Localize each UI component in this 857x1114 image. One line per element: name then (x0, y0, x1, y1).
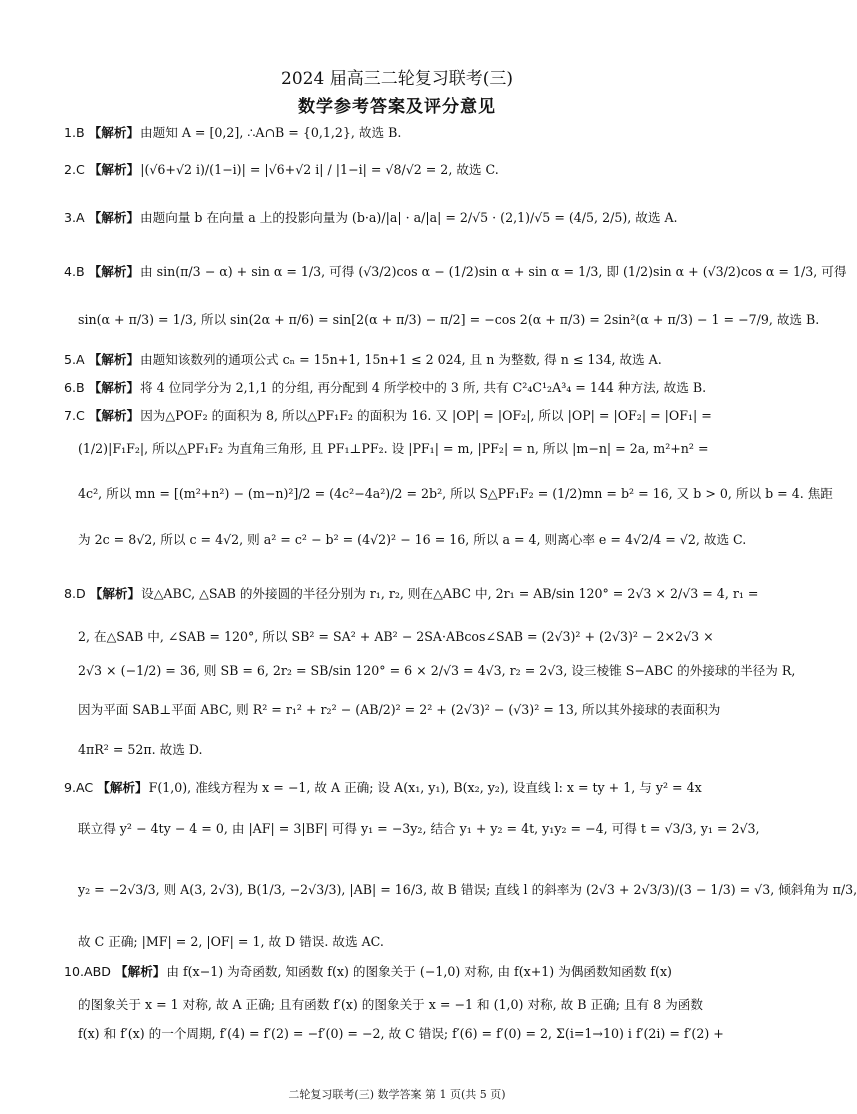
answer-text: 联立得 y² − 4ty − 4 = 0, 由 |AF| = 3|BF| 可得 y₁ = −3y₂, 结合 y₁ + y₂ = 4t, y₁y₂ = −4, 可得 t = √3/3, y₁ = 2√3, (78, 821, 760, 836)
page-title: 2024 届高三二轮复习联考(三) (281, 69, 513, 89)
answer-number: 3.A (64, 210, 85, 225)
answer-text: 设△ABC, △SAB 的外接圆的半径分别为 r₁, r₂, 则在△ABC 中, 2r₁ = AB/sin 120° = 2√3 × 2/√3 = 4, r₁ = (141, 586, 759, 601)
analysis-tag: 【解析】 (88, 125, 140, 140)
analysis-tag: 【解析】 (89, 586, 141, 601)
answer-number: 8.D (64, 586, 86, 601)
answer-text: (1/2)|F₁F₂|, 所以△PF₁F₂ 为直角三角形, 且 PF₁⊥PF₂. 设 |PF₁| = m, |PF₂| = n, 所以 |m−n| = 2a, m²+n² = (78, 441, 709, 456)
answer-continuation (78, 819, 760, 839)
answer-text: 由题知该数列的通项公式 cₙ = 15n+1, 15n+1 ≤ 2 024, 且 n 为整数, 得 n ≤ 134, 故选 A. (140, 352, 662, 367)
answer-continuation (78, 700, 740, 720)
analysis-tag: 【解析】 (88, 264, 140, 279)
answer-item (64, 406, 740, 426)
answer-text: 4πR² = 52π. 故选 D. (78, 742, 203, 757)
answer-text: y₂ = −2√3/3, 则 A(3, 2√3), B(1/3, −2√3/3), |AB| = 16/3, 故 B 错误; 直线 l 的斜率为 (2√3 + 2√3/3)/(3 − 1/3) = √3, 倾斜角为 π/3, (78, 882, 857, 897)
answer-text: 由题向量 b 在向量 a 上的投影向量为 (b·a)/|a| · a/|a| = 2/√5 · (2,1)/√5 = (4/5, 2/5), 故选 A. (140, 210, 678, 225)
answer-item (64, 123, 740, 143)
answer-number: 10.ABD (64, 964, 111, 979)
answer-text: sin(α + π/3) = 1/3, 所以 sin(2α + π/6) = sin[2(α + π/3) − π/2] = −cos 2(α + π/3) = 2sin²(α + π/3) − 1 = −7/9, 故选 B. (78, 312, 820, 327)
answer-continuation (78, 740, 740, 760)
answer-number: 2.C (64, 162, 85, 177)
analysis-tag: 【解析】 (88, 210, 140, 225)
answer-continuation (78, 627, 740, 647)
answer-text: 为 2c = 8√2, 所以 c = 4√2, 则 a² = c² − b² = (4√2)² − 16 = 16, 所以 a = 4, 则离心率 e = 4√2/4 = √2, 故选 C. (78, 532, 747, 547)
answer-text: 由 sin(π/3 − α) + sin α = 1/3, 可得 (√3/2)cos α − (1/2)sin α + sin α = 1/3, 即 (1/2)sin α + (√3/2)cos α = 1/3, 可得 (140, 264, 847, 279)
answer-text: 因为△POF₂ 的面积为 8, 所以△PF₁F₂ 的面积为 16. 又 |OP| = |OF₂|, 所以 |OP| = |OF₂| = |OF₁| = (140, 408, 712, 423)
answer-number: 1.B (64, 125, 85, 140)
answer-continuation (78, 484, 833, 504)
answer-text: 故 C 正确; |MF| = 2, |OF| = 1, 故 D 错误. 故选 AC. (78, 934, 384, 949)
answer-continuation (78, 995, 740, 1015)
answer-continuation (78, 310, 820, 330)
answer-number: 9.AC (64, 780, 94, 795)
answer-item (64, 378, 740, 398)
page-footer: 二轮复习联考(三) 数学答案 第 1 页(共 5 页) (288, 1088, 506, 1101)
answer-text: 因为平面 SAB⊥平面 ABC, 则 R² = r₁² + r₂² − (AB/2)² = 2² + (2√3)² − (√3)² = 13, 所以其外接球的表面积为 (78, 702, 721, 717)
answer-continuation (78, 661, 796, 681)
answer-text: f(x) 和 f′(x) 的一个周期, f′(4) = f′(2) = −f′(0) = −2, 故 C 错误; f′(6) = f′(0) = 2, Σ(i=1→10) i f′(2i) = f′(2) + (78, 1026, 724, 1041)
answer-text: 由 f(x−1) 为奇函数, 知函数 f(x) 的图象关于 (−1,0) 对称, 由 f(x+1) 为偶函数知函数 f(x) (166, 964, 672, 979)
analysis-tag: 【解析】 (115, 964, 166, 979)
analysis-tag: 【解析】 (88, 162, 140, 177)
answer-continuation (78, 1024, 740, 1044)
answer-item (64, 262, 847, 282)
answer-item (64, 160, 740, 180)
answer-text: |(√6+√2 i)/(1−i)| = |√6+√2 i| / |1−i| = √8/√2 = 2, 故选 C. (140, 162, 499, 177)
page-subtitle: 数学参考答案及评分意见 (298, 97, 496, 117)
answer-number: 5.A (64, 352, 85, 367)
analysis-tag: 【解析】 (97, 780, 148, 795)
answer-text: 的图象关于 x = 1 对称, 故 A 正确; 且有函数 f′(x) 的图象关于 x = −1 和 (1,0) 对称, 故 B 正确; 且有 8 为函数 (78, 997, 703, 1012)
answer-continuation (78, 530, 747, 550)
answer-continuation (78, 439, 740, 459)
answer-item (64, 778, 740, 798)
answer-item (64, 962, 740, 982)
analysis-tag: 【解析】 (88, 352, 140, 367)
answer-text: 4c², 所以 mn = [(m²+n²) − (m−n)²]/2 = (4c²−4a²)/2 = 2b², 所以 S△PF₁F₂ = (1/2)mn = b² = 16, 又 b > 0, 所以 b = 4. 焦距 (78, 486, 833, 501)
analysis-tag: 【解析】 (88, 380, 140, 395)
analysis-tag: 【解析】 (88, 408, 140, 423)
answer-continuation (78, 932, 740, 952)
answer-number: 7.C (64, 408, 85, 423)
answer-item (64, 208, 740, 228)
answer-number: 4.B (64, 264, 85, 279)
answer-text: 由题知 A = [0,2], ∴A∩B = {0,1,2}, 故选 B. (140, 125, 402, 140)
answer-text: 2√3 × (−1/2) = 36, 则 SB = 6, 2r₂ = SB/sin 120° = 6 × 2/√3 = 4√3, r₂ = 2√3, 设三棱锥 S−ABC 的外接球的半径为 R, (78, 663, 796, 678)
answer-text: 将 4 位同学分为 2,1,1 的分组, 再分配到 4 所学校中的 3 所, 共有 C²₄C¹₂A³₄ = 144 种方法, 故选 B. (140, 380, 707, 395)
answer-item (64, 350, 740, 370)
answer-number: 6.B (64, 380, 85, 395)
answer-item (64, 584, 759, 604)
answer-text: 2, 在△SAB 中, ∠SAB = 120°, 所以 SB² = SA² + AB² − 2SA·ABcos∠SAB = (2√3)² + (2√3)² − 2×2√3 × (78, 629, 714, 644)
answer-continuation (78, 880, 857, 900)
answer-text: F(1,0), 准线方程为 x = −1, 故 A 正确; 设 A(x₁, y₁), B(x₂, y₂), 设直线 l: x = ty + 1, 与 y² = 4x (148, 780, 702, 795)
